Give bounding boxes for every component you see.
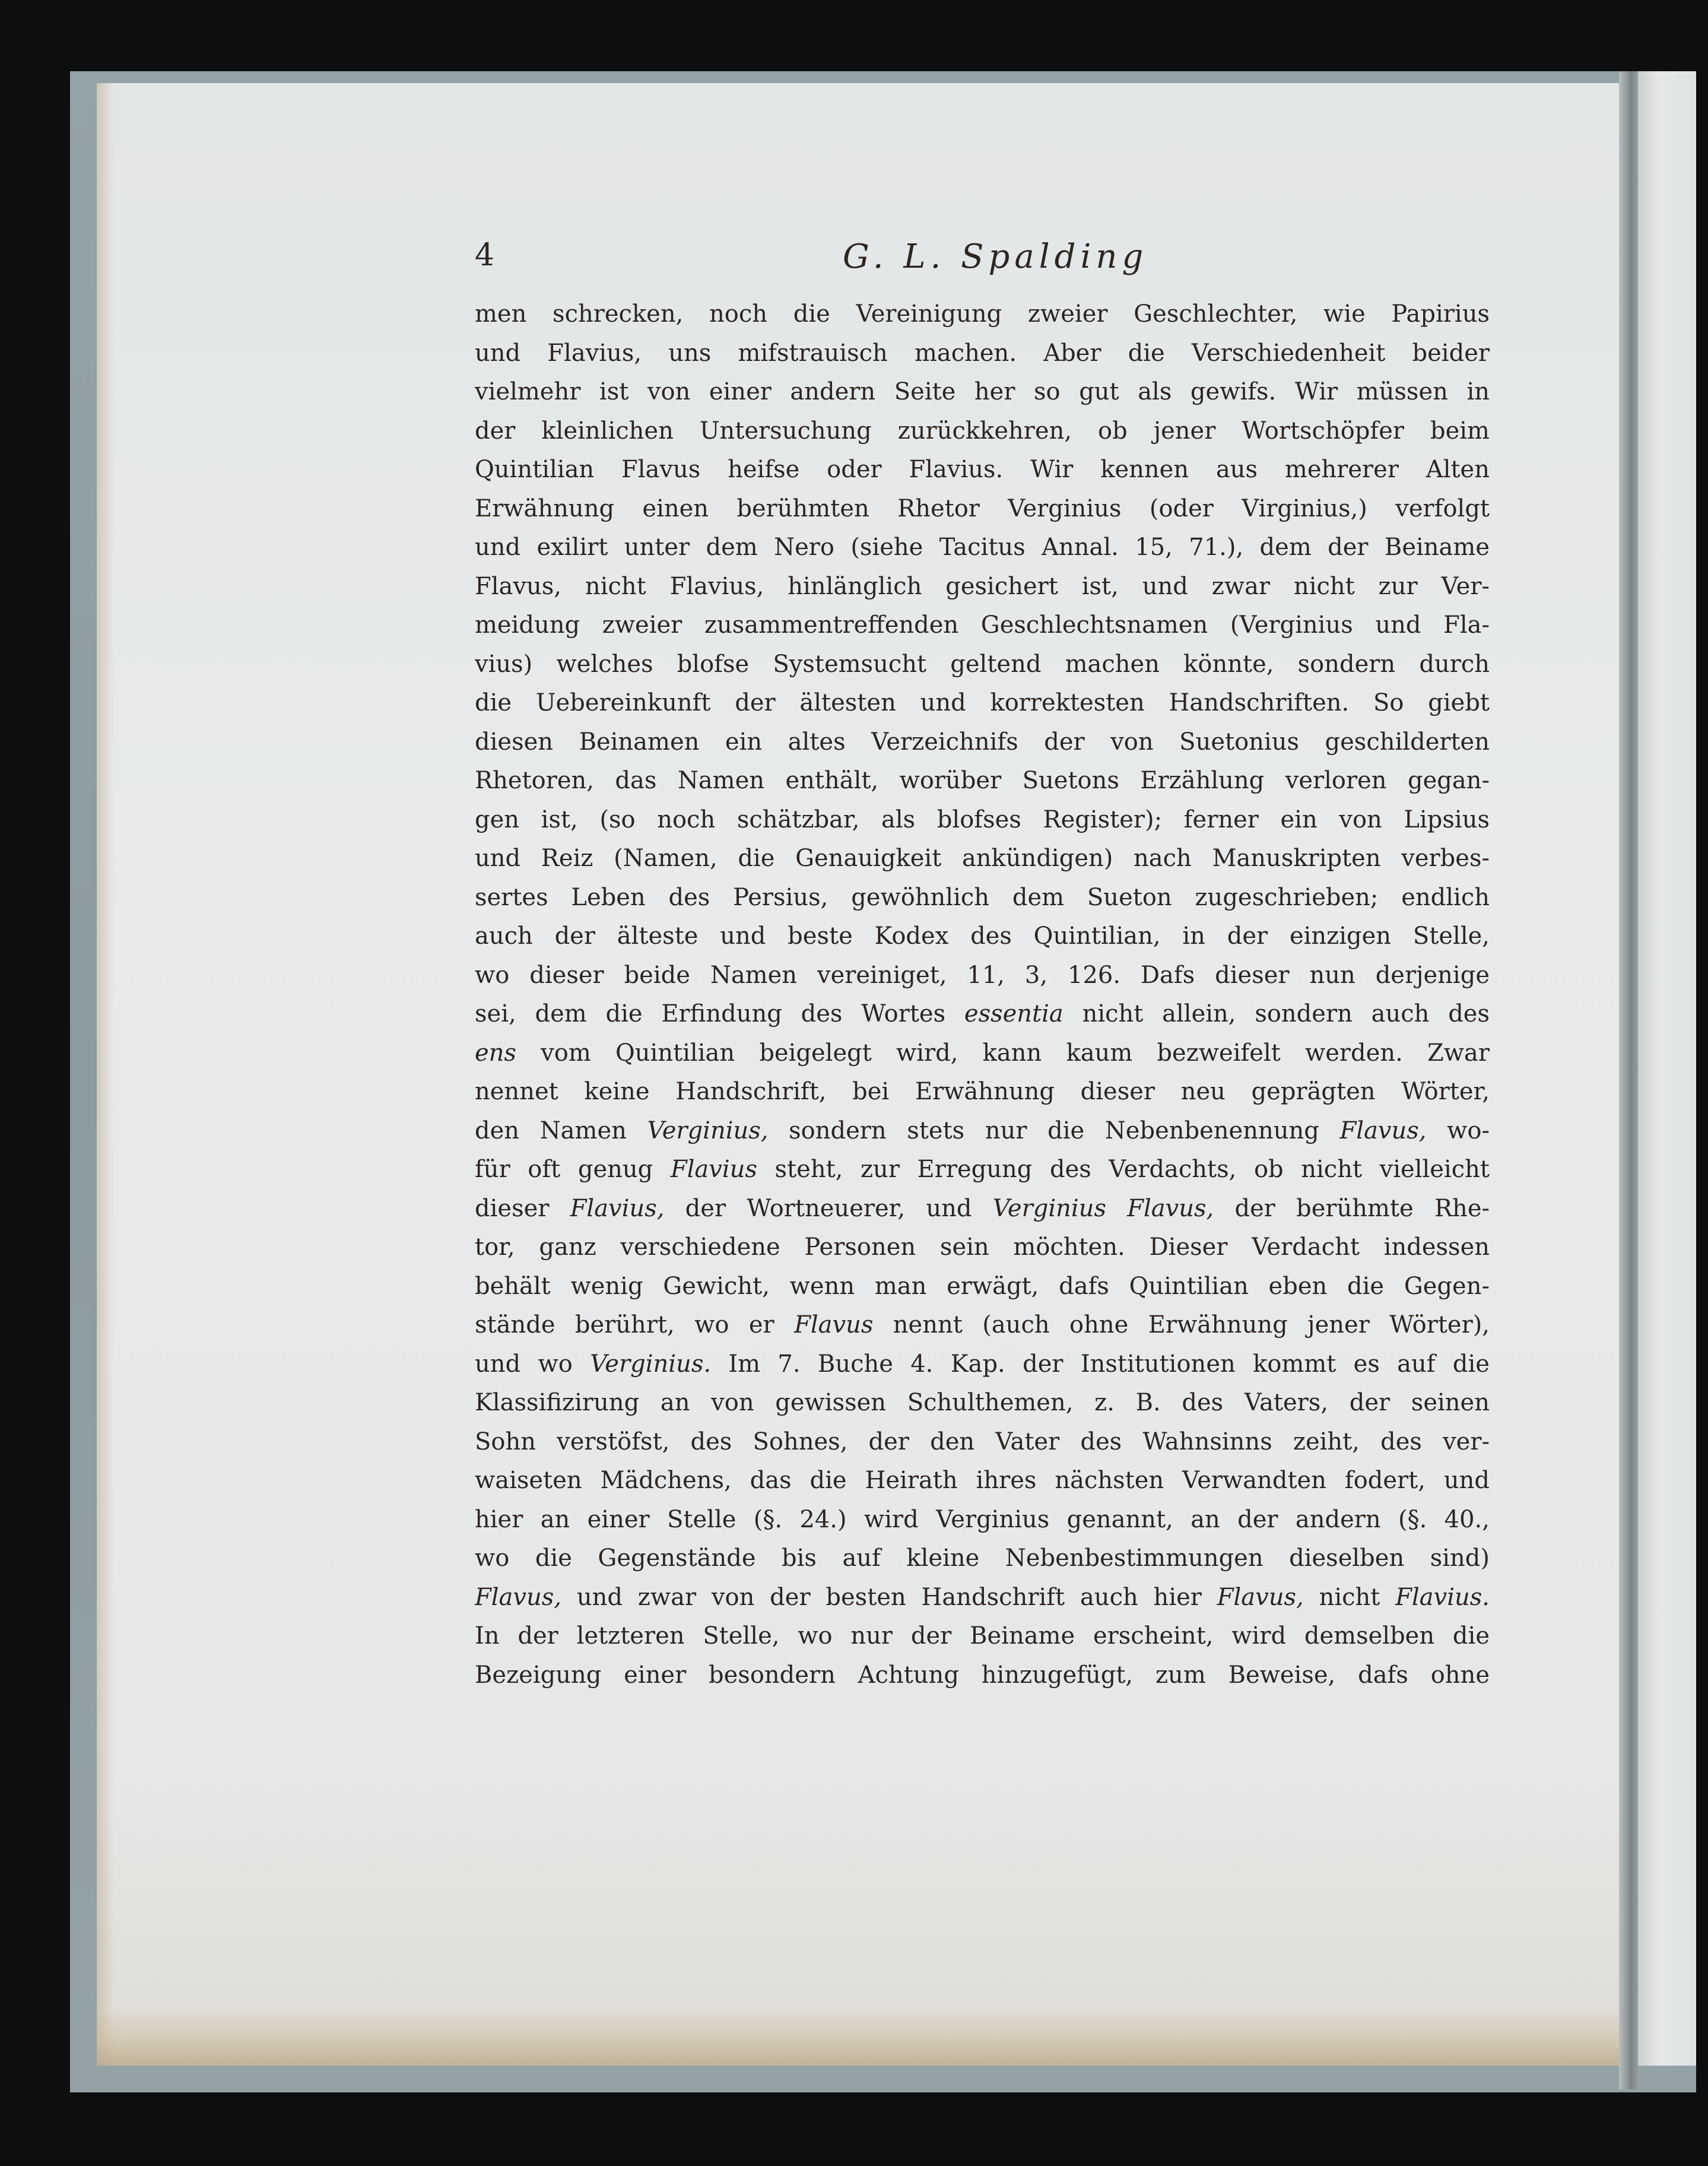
- text-segment: meidung zweier zusammentreffenden Geschlechtsnamen (Verginius und Fla-: [475, 611, 1490, 639]
- italic-term: essentia: [964, 1000, 1063, 1027]
- text-line: [475, 1190, 1490, 1229]
- text-segment: In der letzteren Stelle, wo nur der Beiname erscheint, wird demselben die: [475, 1622, 1490, 1650]
- text-line: [475, 1617, 1490, 1656]
- text-segment: Quintilian Flavus heifse oder Flavius. Wir kennen aus mehrerer Alten: [475, 456, 1490, 483]
- text-segment: der Wortneuerer, und: [664, 1194, 993, 1222]
- text-line: [475, 528, 1490, 567]
- text-segment: wo-: [1426, 1117, 1490, 1144]
- text-segment: und Reiz (Namen, die Genauigkeit ankündigen) nach Manuskripten verbes-: [475, 845, 1490, 872]
- page-stain-left: [97, 83, 115, 2066]
- text-line: [475, 1112, 1490, 1151]
- text-line: [475, 1656, 1490, 1695]
- text-line: [475, 1228, 1490, 1267]
- text-line: [475, 839, 1490, 879]
- text-line: [475, 295, 1490, 334]
- text-segment: dieser: [475, 1194, 570, 1222]
- text-segment: Erwähnung einen berühmten Rhetor Verginius (oder Virginius,) verfolgt: [475, 494, 1490, 522]
- text-segment: und wo: [475, 1350, 591, 1378]
- text-segment: tor, ganz verschiedene Personen sein möchten. Dieser Verdacht indessen: [475, 1233, 1490, 1261]
- text-segment: nicht allein, sondern auch des: [1063, 1000, 1490, 1027]
- italic-term: Flavius.: [1395, 1583, 1490, 1611]
- text-line: [475, 801, 1490, 840]
- text-segment: nennet keine Handschrift, bei Erwähnung dieser neu geprägten Wörter,: [475, 1078, 1490, 1105]
- text-segment: Rhetoren, das Namen enthält, worüber Suetons Erzählung verloren gegan-: [475, 767, 1490, 794]
- italic-term: Flavus,: [475, 1583, 561, 1611]
- text-segment: Flavus, nicht Flavius, hinlänglich gesichert ist, und zwar nicht zur Ver-: [475, 572, 1490, 600]
- text-segment: gen ist, (so noch schätzbar, als blofses Register); ferner ein von Lipsius: [475, 805, 1490, 833]
- italic-term: Verginius Flavus,: [992, 1194, 1214, 1222]
- text-line: [475, 1345, 1490, 1384]
- italic-term: Flavus,: [1217, 1583, 1304, 1611]
- text-line: [475, 1267, 1490, 1306]
- text-segment: der berühmte Rhe-: [1214, 1194, 1490, 1222]
- text-segment: Bezeigung einer besondern Achtung hinzugefügt, zum Beweise, dafs ohne: [475, 1661, 1490, 1689]
- text-segment: sei, dem die Erfindung des Wortes: [475, 1000, 964, 1027]
- text-segment: der kleinlichen Untersuchung zurückkehren, ob jener Wortschöpfer beim: [475, 417, 1490, 445]
- italic-term: ens: [475, 1039, 516, 1067]
- text-line: [475, 995, 1490, 1034]
- text-segment: und exilirt unter dem Nero (siehe Tacitus Annal. 15, 71.), dem der Beiname: [475, 534, 1490, 561]
- text-segment: behält wenig Gewicht, wenn man erwägt, dafs Quintilian eben die Gegen-: [475, 1272, 1490, 1300]
- text-line: [475, 723, 1490, 762]
- page-header: [475, 237, 1561, 279]
- text-line: [475, 1423, 1490, 1462]
- page-number: 4: [475, 237, 495, 273]
- italic-term: Flavius: [670, 1156, 757, 1183]
- text-segment: Klassifizirung an von gewissen Schulthemen, z. B. des Vaters, der seinen: [475, 1389, 1490, 1416]
- text-line: [475, 684, 1490, 723]
- body-text: [475, 295, 1490, 1695]
- text-line: [475, 1461, 1490, 1501]
- text-line: [475, 1150, 1490, 1190]
- text-segment: Sohn verstöfst, des Sohnes, der den Vater des Wahnsinns zeiht, des ver-: [475, 1428, 1490, 1455]
- running-head: G. L. Spalding: [843, 237, 1148, 276]
- text-segment: Im 7. Buche 4. Kap. der Institutionen kommt es auf die: [711, 1350, 1490, 1378]
- text-segment: und Flavius, uns mifstrauisch machen. Aber die Verschiedenheit beider: [475, 339, 1490, 367]
- text-line: [475, 451, 1490, 490]
- text-line: [475, 645, 1490, 684]
- text-line: [475, 917, 1490, 956]
- text-line: [475, 1073, 1490, 1112]
- text-segment: sertes Leben des Persius, gewöhnlich dem Sueton zugeschrieben; endlich: [475, 883, 1490, 911]
- text-line: [475, 567, 1490, 607]
- text-segment: hier an einer Stelle (§. 24.) wird Verginius genannt, an der andern (§. 40.,: [475, 1505, 1490, 1533]
- text-line: [475, 1578, 1490, 1618]
- text-segment: sondern stets nur die Nebenbenennung: [768, 1117, 1340, 1144]
- text-segment: wo die Gegenstände bis auf kleine Nebenbestimmungen dieselben sind): [475, 1545, 1490, 1572]
- text-line: [475, 606, 1490, 645]
- text-segment: vielmehr ist von einer andern Seite her so gut als gewifs. Wir müssen in: [475, 378, 1490, 405]
- text-line: [475, 490, 1490, 529]
- text-line: [475, 373, 1490, 412]
- text-segment: vom Quintilian beigelegt wird, kann kaum bezweifelt werden. Zwar: [516, 1039, 1490, 1067]
- text-segment: nennt (auch ohne Erwähnung jener Wörter),: [873, 1311, 1490, 1339]
- text-segment: für oft genug: [475, 1156, 671, 1183]
- binding-gutter: [1619, 71, 1639, 2089]
- text-segment: auch der älteste und beste Kodex des Quintilian, in der einzigen Stelle,: [475, 922, 1490, 950]
- text-segment: wo dieser beide Namen vereiniget, 11, 3, 126. Dafs dieser nun derjenige: [475, 961, 1490, 989]
- page-stain-bottom: [97, 2009, 1619, 2066]
- text-line: [475, 956, 1490, 995]
- italic-term: Verginius,: [647, 1117, 769, 1144]
- text-segment: men schrecken, noch die Vereinigung zweier Geschlechter, wie Papirius: [475, 300, 1490, 328]
- italic-term: Flavus: [794, 1311, 874, 1339]
- italic-term: Flavius,: [570, 1194, 665, 1222]
- text-segment: nicht: [1303, 1583, 1396, 1611]
- text-segment: stände berührt, wo er: [475, 1311, 795, 1339]
- text-line: [475, 762, 1490, 801]
- text-line: [475, 1034, 1490, 1073]
- text-line: [475, 1501, 1490, 1540]
- italic-term: Flavus,: [1339, 1117, 1427, 1144]
- text-line: [475, 1384, 1490, 1423]
- text-segment: steht, zur Erregung des Verdachts, ob nicht vielleicht: [757, 1156, 1490, 1183]
- text-line: [475, 879, 1490, 918]
- text-segment: den Namen: [475, 1117, 647, 1144]
- text-line: [475, 412, 1490, 451]
- text-line: [475, 1539, 1490, 1578]
- text-segment: und zwar von der besten Handschrift auch hier: [561, 1583, 1217, 1611]
- facing-page-edge: [1638, 71, 1696, 2066]
- text-line: [475, 334, 1490, 373]
- text-segment: vius) welches blofse Systemsucht geltend machen könnte, sondern durch: [475, 650, 1490, 678]
- text-segment: die Uebereinkunft der ältesten und korrektesten Handschriften. So giebt: [475, 689, 1490, 716]
- text-segment: waiseten Mädchens, das die Heirath ihres nächsten Verwandten fodert, und: [475, 1467, 1490, 1494]
- text-line: [475, 1306, 1490, 1345]
- text-segment: diesen Beinamen ein altes Verzeichnifs der von Suetonius geschilderten: [475, 728, 1490, 756]
- italic-term: Verginius.: [590, 1350, 712, 1378]
